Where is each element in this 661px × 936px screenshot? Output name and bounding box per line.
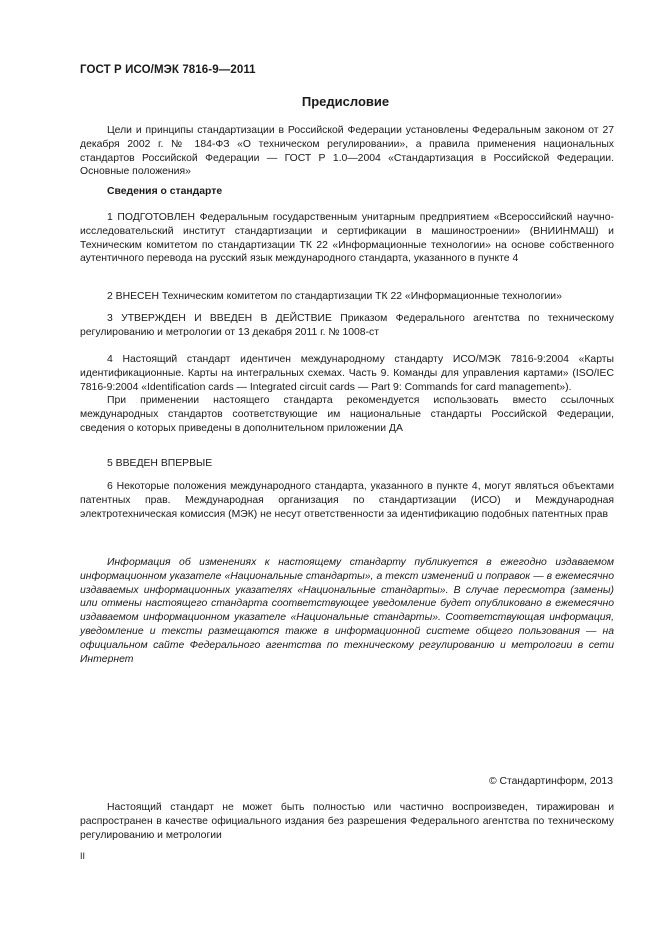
item-1-paragraph: 1 ПОДГОТОВЛЕН Федеральным государственным унитарным предприятием «Всероссийский научно-исследовательский институт стандартизации и сертификации в машиностроении» (ВНИИНМАШ) и Техническим комитетом по стандартизации ТК 22 «Информационные технологии» на основе собственного аутентичного перевода на русский язык международного стандарта, указанного в пункте 4 [80,212,614,265]
document-code: ГОСТ Р ИСО/МЭК 7816-9—2011 [80,64,256,76]
page-title: Предисловие [301,94,390,109]
standard-info-heading: Сведения о стандарте [107,186,223,197]
reproduction-notice-paragraph: Настоящий стандарт не может быть полностью или частично воспроизведен, тиражирован и распространен в качестве официального издания без разрешения Федерального агентства по техническому регулированию и метрологии [80,802,614,841]
item-2-block [80,290,614,304]
item-4-note-paragraph: При применении настоящего стандарта рекомендуется использовать вместо ссылочных международных стандартов соответствующие им национальные стандарты Российской Федерации, сведения о которых приведены в дополнительном приложении ДА [80,395,614,434]
reproduction-notice-block [80,801,614,842]
item-5-paragraph: 5 ВВЕДЕН ВПЕРВЫЕ [107,458,213,469]
page-number: II [80,851,86,861]
item-6-paragraph: 6 Некоторые положения международного стандарта, указанного в пункте 4, могут являться объектами патентных прав. Международная организация по стандартизации (ИСО) и Международная электротехническая комиссия (МЭК) не несут ответственности за идентификацию подобных патентных прав [80,481,614,520]
intro-paragraph: Цели и принципы стандартизации в Российской Федерации установлены Федеральным законом от 27 декабря 2002 г. № 184-ФЗ «О техническом регулировании», а правила применения национальных стандартов Российской Федерации — ГОСТ Р 1.0—2004 «Стандартизация в Российской Федерации. Основные положения» [80,125,614,178]
item-4-paragraph: 4 Настоящий стандарт идентичен международному стандарту ИСО/МЭК 7816-9:2004 «Карты идентификационные. Карты на интегральных схемах. Часть 9. Команды для управления картами» (ISO/IEC 7816-9:2004 «Identification cards — Integrated circuit cards — Part 9: Commands for card management»). [80,354,614,393]
item-1-block [80,211,614,266]
info-notice-block [80,556,614,666]
item-3-paragraph: 3 УТВЕРЖДЕН И ВВЕДЕН В ДЕЙСТВИЕ Приказом Федерального агентства по техническому регулированию и метрологии от 13 декабря 2011 г. № 1008-ст [80,313,614,338]
item-3-block [80,312,614,340]
item-2-paragraph: 2 ВНЕСЕН Техническим комитетом по стандартизации ТК 22 «Информационные технологии» [107,291,562,302]
info-notice-paragraph: Информация об изменениях к настоящему стандарту публикуется в ежегодно издаваемом информационном указателе «Национальные стандарты», а текст изменений и поправок — в ежемесячно издаваемых информационных указателях «Национальные стандарты». В случае пересмотра (замены) или отмены настоящего стандарта соответствующее уведомление будет опубликовано в ежемесячно издаваемом информационном указателе «Национальные стандарты». Соответствующая информация, уведомление и тексты размещаются также в информационной системе общего пользования — на официальном сайте Федерального агентства по техническому регулированию и метрологии в сети Интернет [80,557,614,665]
copyright-notice: © Стандартинформ, 2013 [488,776,613,787]
item-4-block [80,353,614,436]
item-5-block [80,457,614,471]
intro-paragraph-block [80,124,614,179]
item-6-block [80,480,614,521]
